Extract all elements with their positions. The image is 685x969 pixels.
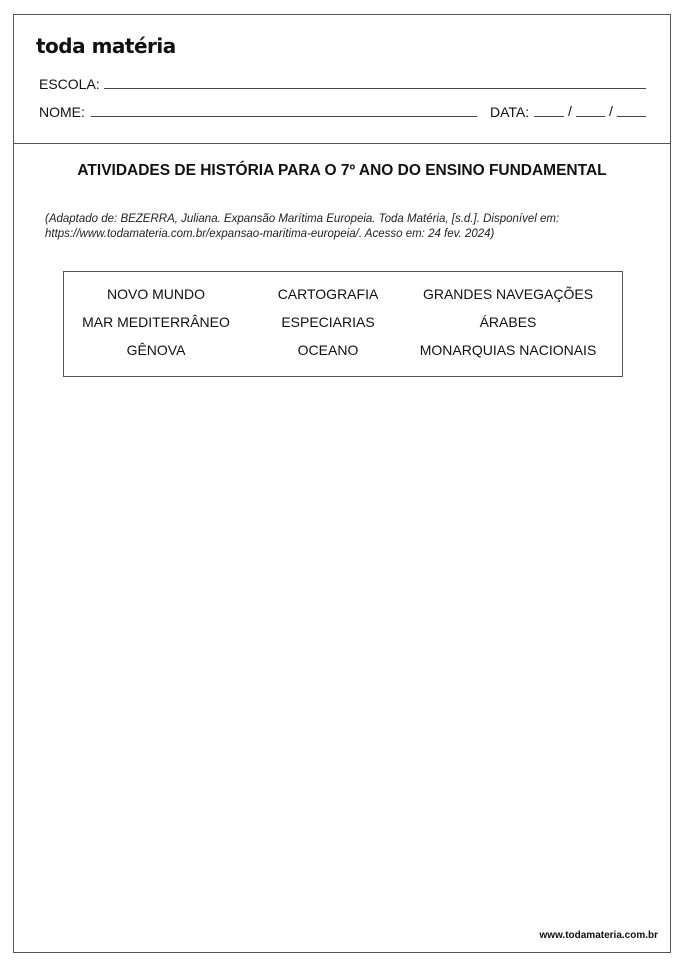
word-bank-item: MONARQUIAS NACIONAIS bbox=[419, 342, 597, 358]
worksheet-title: ATIVIDADES DE HISTÓRIA PARA O 7º ANO DO ENSINO FUNDAMENTAL bbox=[77, 162, 607, 179]
word-bank-item: ESPECIARIAS bbox=[281, 314, 375, 330]
date-month-line[interactable] bbox=[576, 116, 605, 117]
school-field-line[interactable] bbox=[104, 88, 646, 89]
word-bank-grid bbox=[64, 285, 622, 359]
date-separator: / bbox=[568, 103, 572, 119]
word-bank bbox=[63, 271, 623, 377]
date-label: DATA: bbox=[490, 104, 530, 120]
brand-logo: toda matéria bbox=[36, 34, 176, 58]
source-citation bbox=[45, 212, 645, 242]
word-bank-item: GRANDES NAVEGAÇÕES bbox=[422, 286, 594, 302]
date-separator: / bbox=[609, 103, 613, 119]
word-bank-item: ÁRABES bbox=[479, 314, 537, 330]
school-label: ESCOLA: bbox=[39, 76, 100, 92]
worksheet-page bbox=[13, 14, 671, 953]
word-bank-item: GÊNOVA bbox=[126, 342, 186, 358]
date-year-line[interactable] bbox=[617, 116, 646, 117]
word-bank-item: NOVO MUNDO bbox=[107, 286, 205, 302]
citation-line: https://www.todamateria.com.br/expansao-maritima-europeia/. Acesso em: 24 fev. 2024) bbox=[45, 228, 495, 240]
name-field-line[interactable] bbox=[91, 116, 477, 117]
word-bank-item: OCEANO bbox=[297, 342, 359, 358]
name-label: NOME: bbox=[39, 104, 85, 120]
footer-url: www.todamateria.com.br bbox=[539, 930, 658, 941]
date-day-line[interactable] bbox=[534, 116, 564, 117]
citation-line: (Adaptado de: BEZERRA, Juliana. Expansão Marítima Europeia. Toda Matéria, [s.d.]. Disponível em: bbox=[45, 213, 560, 225]
word-bank-item: MAR MEDITERRÂNEO bbox=[82, 314, 230, 330]
worksheet-header bbox=[14, 15, 670, 144]
word-bank-item: CARTOGRAFIA bbox=[277, 286, 379, 302]
